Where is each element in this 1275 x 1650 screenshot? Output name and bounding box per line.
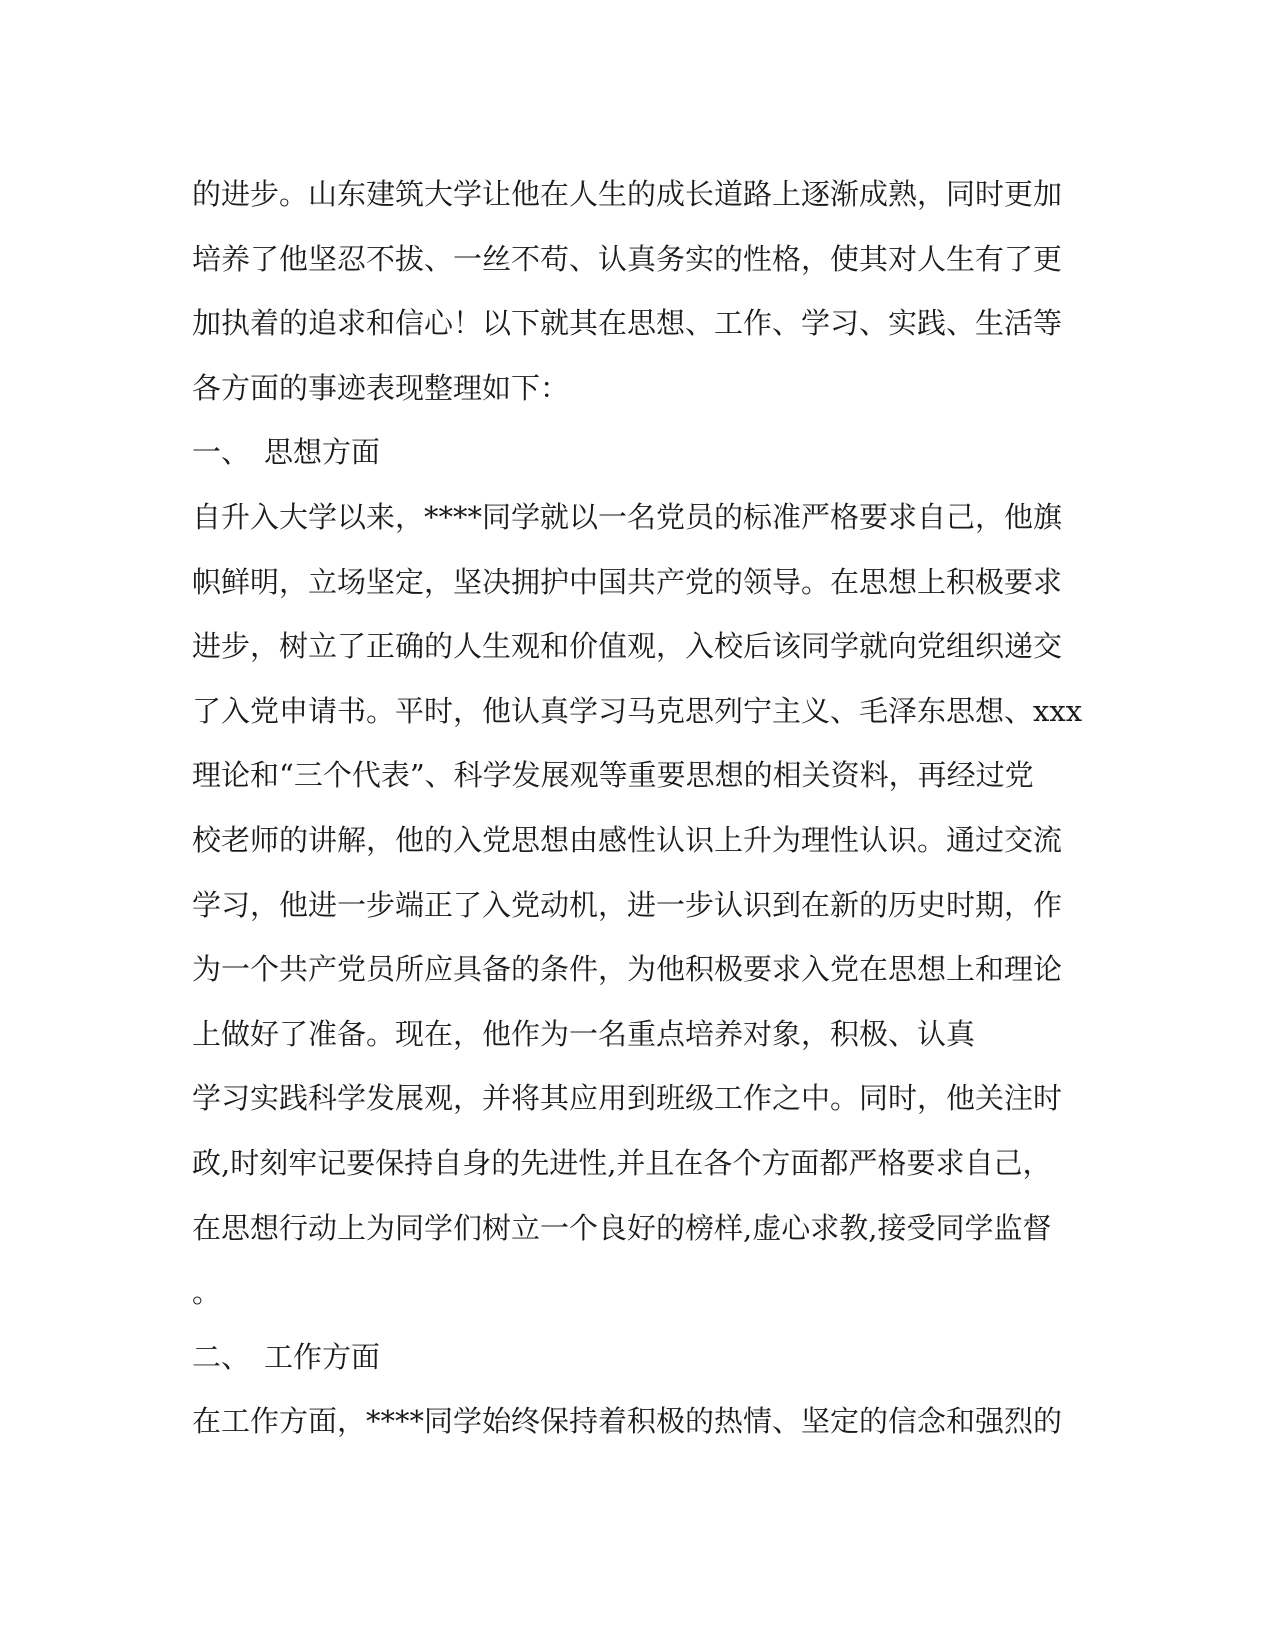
paragraph-line: 学习，他进一步端正了入党动机，进一步认识到在新的历史时期，作 (192, 887, 1063, 922)
section-title: 工作方面 (264, 1339, 381, 1374)
paragraph-line: 政,时刻牢记要保持自身的先进性,并且在各个方面都严格要求自己， (192, 1145, 1052, 1180)
section-heading-2 (192, 1325, 1092, 1390)
paragraph-line: 自升入大学以来，****同学就以一名党员的标准严格要求自己，他旗 (192, 499, 1063, 534)
section-number: 二、 (192, 1339, 251, 1374)
paragraph-line: 加执着的追求和信心！以下就其在思想、工作、学习、实践、生活等 (192, 306, 1063, 341)
document-body (192, 162, 1092, 1454)
section-title: 思想方面 (264, 435, 381, 470)
paragraph-line: 在工作方面，****同学始终保持着积极的热情、坚定的信念和强烈的 (192, 1404, 1063, 1439)
paragraph-line: 进步，树立了正确的人生观和价值观，入校后该同学就向党组织递交 (192, 629, 1063, 664)
paragraph-line: 的进步。山东建筑大学让他在人生的成长道路上逐渐成熟，同时更加 (192, 177, 1063, 211)
paragraph-line: 。 (192, 1275, 222, 1310)
paragraph-line: 了入党申请书。平时，他认真学习马克思列宁主义、毛泽东思想、xxx (192, 693, 1083, 728)
paragraph-line: 学习实践科学发展观，并将其应用到班级工作之中。同时，他关注时 (192, 1081, 1063, 1116)
paragraph-line: 理论和“三个代表”、科学发展观等重要思想的相关资料，再经过党 (192, 758, 1034, 793)
paragraph-line: 为一个共产党员所应具备的条件，为他积极要求入党在思想上和理论 (192, 952, 1063, 987)
section-heading-1 (192, 420, 1092, 485)
paragraph-line: 帜鲜明，立场坚定，坚决拥护中国共产党的领导。在思想上积极要求 (192, 564, 1063, 599)
paragraph-line: 校老师的讲解，他的入党思想由感性认识上升为理性认识。通过交流 (192, 822, 1063, 857)
paragraph-line: 在思想行动上为同学们树立一个良好的榜样,虚心求教,接受同学监督 (192, 1210, 1052, 1245)
paragraph-line: 培养了他坚忍不拔、一丝不苟、认真务实的性格，使其对人生有了更 (192, 241, 1063, 276)
paragraph-line: 上做好了准备。现在，他作为一名重点培养对象，积极、认真 (192, 1016, 976, 1051)
paragraph-line: 各方面的事迹表现整理如下： (192, 370, 570, 405)
section-number: 一、 (192, 435, 251, 470)
